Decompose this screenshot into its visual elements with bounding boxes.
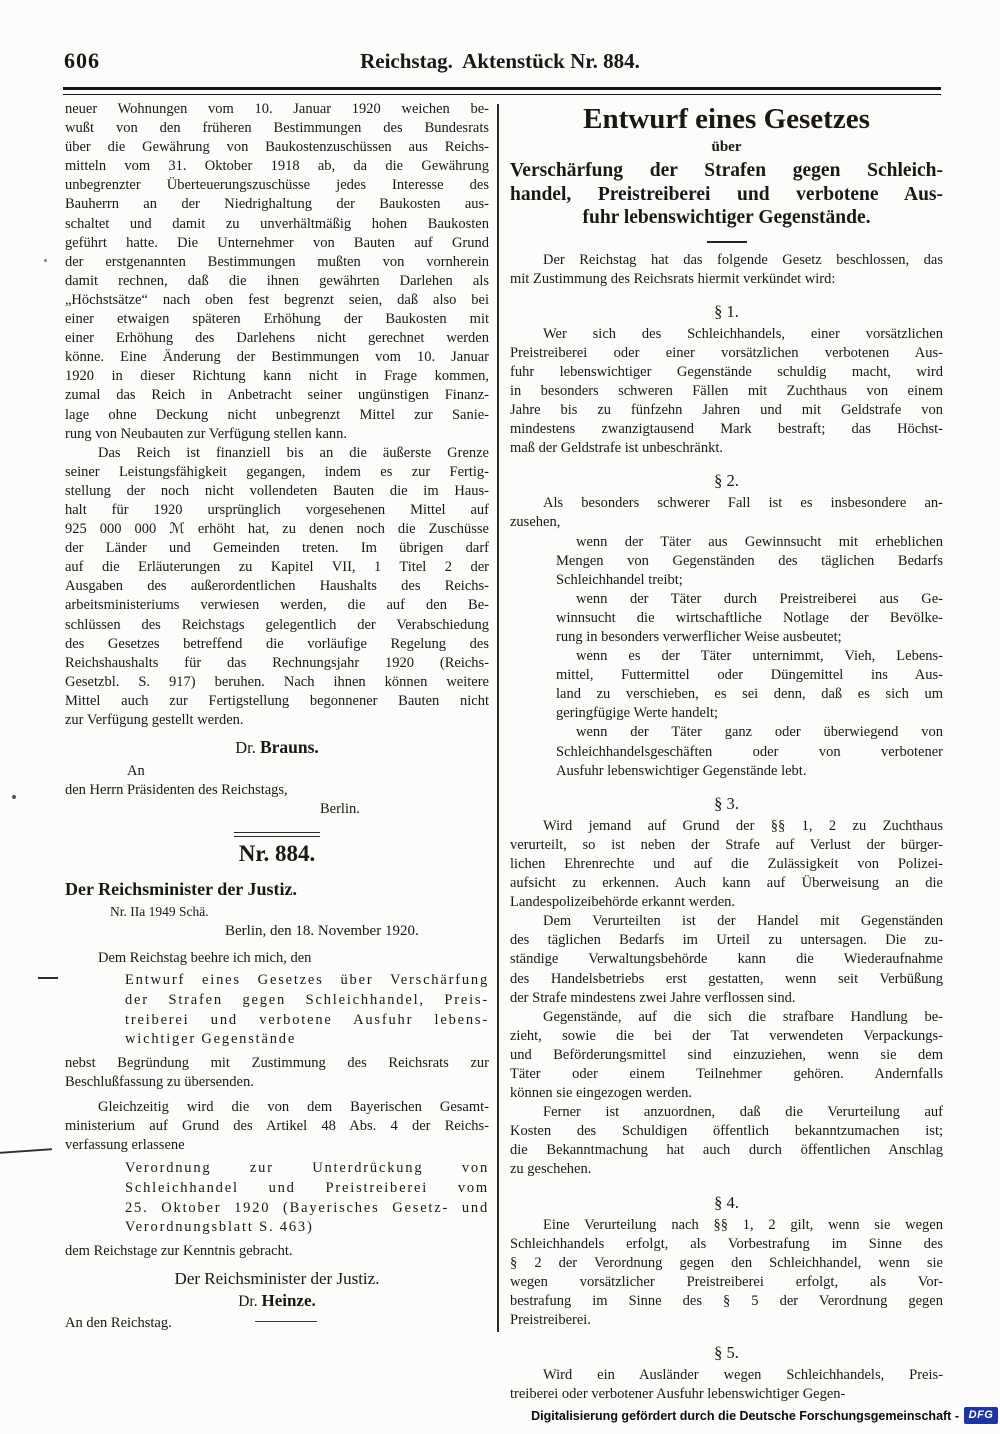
text-line: Gleichzeitig wird die von dem Bayerischen Gesamt- (98, 1099, 489, 1116)
text-line: lage ohne Deckung nicht unbegrenzt Mittel zur Sanie- (65, 406, 489, 423)
text-line: zur Verfügung gestellt werden. (65, 712, 244, 728)
text-line: land zu verschieben, es sei denn, daß es sich um (556, 686, 943, 703)
text-line: rung von Neubauten zur Verfügung stellen kann. (65, 425, 348, 442)
margin-mark (38, 977, 58, 979)
paragraph (510, 912, 943, 1007)
text-line: rung in besonders verwerflicher Weise ausbeutet; (556, 629, 842, 645)
signature-brauns (65, 737, 489, 758)
paragraph (510, 817, 943, 912)
text-line: Beschlußfassung zu übersenden. (65, 1073, 254, 1090)
text-line: ministerium auf Grund des Artikel 48 Abs. 4 der Reichs- (65, 1118, 489, 1135)
signature-prefix: Dr. (238, 1292, 262, 1310)
signature-name: Brauns. (259, 737, 319, 758)
text-line: 25. Oktober 1920 (Bayerisches Gesetz- und (125, 1199, 489, 1216)
address-reichstag: An den Reichstag. (65, 1314, 172, 1331)
text-line: zieht, sowie die bei der Tat verwendeten Verpackungs- (510, 1027, 943, 1044)
address-line: den Herrn Präsidenten des Reichstags, (65, 782, 288, 799)
text-line: seiner Leistungsfähigkeit gegangen, indem es zur Fertig- (65, 463, 489, 480)
text-line: mitteln vom 31. Oktober 1918 ab, da die Gewährung (65, 158, 489, 175)
text-line: schlüssen des Reichstags gelegentlich der Verabschiedung (65, 616, 489, 633)
text-line: Kosten des Schuldigen öffentlich bekanntzumachen ist; (510, 1123, 943, 1140)
margin-mark (0, 1148, 52, 1154)
text-line: Als besonders schwerer Fall ist es insbesondere an- (543, 495, 943, 512)
text-line: Wird jemand auf Grund der §§ 1, 2 zu Zuchthaus (543, 817, 943, 834)
text-line: auf die Erläuterungen zu Kapitel VII, 1 Titel 2 der (65, 559, 489, 576)
text-line: mittel, Futtermittel oder Düngemittel ins Aus- (556, 667, 943, 684)
text-line: Dem Verurteilten ist der Handel mit Gegenständen (543, 913, 943, 930)
text-line: verurteilt, so ist neben der Strafe auf Verlust der bürger- (510, 836, 943, 853)
dfg-logo: DFG (964, 1407, 998, 1424)
text-line: Jahre bis zu fünfzehn Jahren und mit Geldstrafe von (510, 402, 943, 419)
law-title-ueber: über (711, 139, 742, 155)
text-line: Preistreiberei. (510, 1312, 591, 1328)
quoted-title-block (65, 1159, 489, 1237)
footer-text: Digitalisierung gefördert durch die Deutsche Forschungsgemeinschaft - (531, 1408, 959, 1423)
list-item (510, 590, 943, 647)
text-line: ständige Verwaltungsbehörde kann die Wiederaufnahme (510, 951, 943, 968)
page-title: Reichstag. Aktenstück Nr. 884. (360, 49, 640, 73)
text-line: zumal das Reich in Anbetracht seiner ungünstigen Finanz- (65, 387, 489, 404)
paragraph (510, 1008, 943, 1103)
digitization-footer (531, 1407, 998, 1424)
text-line: Verordnung zur Unterdrückung von (125, 1160, 489, 1177)
text-line: der Strafen gegen Schleichhandel, Preis- (125, 992, 489, 1009)
text-line: wenn der Täter ganz oder überwiegend von (576, 724, 943, 741)
text-line: Ausfuhr lebenswichtiger Gegenstände lebt. (556, 762, 807, 779)
law-title: Entwurf eines Gesetzes (583, 103, 870, 135)
text-line: zu geschehen. (510, 1161, 592, 1178)
text-line: wichtiger Gegenstände (125, 1031, 297, 1048)
paragraph (510, 1366, 943, 1404)
paragraph (65, 444, 489, 730)
text-line: mit Zustimmung des Reichsrats hiermit verkündet wird: (510, 270, 836, 287)
text-line: verfassung erlassene (65, 1137, 185, 1154)
paragraph (510, 1103, 943, 1179)
paragraph (510, 325, 943, 459)
text-line: der erstgenannten Bestimmungen mußten von vornherein (65, 253, 489, 270)
text-line: wenn der Täter aus Gewinnsucht mit erheblichen (576, 533, 943, 550)
text-line: Wer sich des Schleichhandels, einer vorsätzlichen (543, 325, 943, 342)
text-line: treiberei und verbotene Ausfuhr lebens- (125, 1011, 489, 1028)
file-reference: Nr. IIa 1949 Schä. (110, 904, 209, 920)
text-line: und Beförderungsmittel sind einzuziehen, wenn sie dem (510, 1046, 943, 1063)
text-line: Mittel auch zur Fertigstellung begonnener Bauten nicht (65, 692, 489, 709)
text-line: des täglichen Bedarfs im Urteil zu untersagen. Die zu- (510, 932, 943, 949)
paragraph (510, 251, 943, 289)
list-item (510, 723, 943, 780)
text-line: neuer Wohnungen vom 10. Januar 1920 weichen be- (65, 101, 489, 117)
text-line: Landespolizeibehörde erkannt werden. (510, 894, 736, 911)
address-city: Berlin. (320, 801, 360, 818)
margin-mark (44, 259, 47, 262)
document-number-heading: Nr. 884. (238, 841, 316, 867)
signature-heinze (65, 1291, 489, 1311)
text-line: fuhr lebenswichtiger Gegenstände. (582, 207, 871, 228)
text-line: Gesetzbl. S. 917) beruhen. Nach ihnen können weitere (65, 673, 489, 690)
text-line: „Höchstsätze“ nach oben fest begrenzt seien, daß also bei (65, 291, 489, 308)
text-line: Das Reich ist finanziell bis an die äußerste Grenze (98, 444, 489, 461)
text-line: fuhr lebenswichtiger Gegenstände schuldig macht, wird (510, 363, 943, 380)
text-line: Täter oder einem Teilnehmer gehören. Andernfalls (510, 1065, 943, 1082)
text-line: unbegrenzter Überteuerungszuschüsse jedes Interesse des (65, 177, 489, 194)
text-line: Gegenstände, auf die sich die strafbare Handlung be- (543, 1008, 943, 1025)
dateline: Berlin, den 18. November 1920. (225, 923, 419, 940)
paragraph (510, 1216, 943, 1331)
paragraph (65, 1098, 489, 1155)
section-heading-3: § 3. (714, 793, 739, 813)
section-heading-1: § 1. (714, 301, 739, 321)
text-line: Der Reichstag hat das folgende Gesetz beschlossen, das (543, 251, 943, 268)
text-line: Eine Verurteilung nach §§ 1, 2 gilt, wenn sie wegen (543, 1216, 943, 1233)
text-line: nebst Begründung mit Zustimmung des Reichsrats zur (65, 1054, 489, 1071)
section-rule (234, 832, 320, 837)
text-line: mindestens zwanzigtausend Mark bestraft; das Höchst- (510, 421, 943, 438)
closing-heading: Der Reichsminister der Justiz. (174, 1268, 380, 1288)
text-line: winnsucht die wirtschaftliche Notlage der Bevölke- (556, 609, 943, 626)
text-line: wußt von den früheren Bestimmungen des Bundesrats (65, 120, 489, 137)
page-number: 606 (64, 48, 100, 73)
text-line: Ferner ist anzuordnen, daß die Verurteilung auf (543, 1104, 943, 1121)
quoted-title-block (65, 971, 489, 1049)
signature-name: Heinze. (261, 1290, 316, 1310)
text-line: aufsicht zu erkennen. Auch kann auf Überweisung an die (510, 875, 943, 892)
text-line: einer etwaigen späteren Erhöhung der Baukosten mit (65, 311, 489, 328)
header-double-rule (63, 87, 941, 95)
text-line: damit rechnen, daß die ihnen gewährten Darlehen als (65, 272, 489, 289)
text-line: wegen vorsätzlicher Preistreiberei erfolgt, als Vor- (510, 1273, 943, 1290)
text-line: Preistreiberei oder einer vorsätzlichen verbotenen Aus- (510, 344, 943, 361)
title-rule (707, 241, 747, 243)
text-line: der Strafe mindestens zwei Jahre verflossen sind. (510, 989, 796, 1006)
text-line: schaltet und damit zu unverhältmäßig hohen Baukosten (65, 215, 489, 232)
text-line: des Handelsbetriebs erst gestatten, wenn seit Verbüßung (510, 970, 943, 987)
text-line: Mengen von Gegenständen des täglichen Bedarfs (556, 552, 943, 569)
text-line: stellung der noch nicht vollendeten Bauten die im Haus- (65, 482, 489, 499)
text-line: Bauherrn an der Niedrighaltung der Baukosten aus- (65, 196, 489, 213)
intro-line: Dem Reichstag beehre ich mich, den (98, 950, 312, 967)
left-column (65, 100, 489, 1331)
margin-mark (12, 795, 16, 799)
address-salutation: An (127, 763, 145, 780)
list-item (510, 647, 943, 723)
right-column (510, 100, 943, 1404)
text-line: Schleichhandel treibt; (556, 571, 683, 588)
text-line: Wird ein Ausländer wegen Schleichhandels, Preis- (543, 1367, 943, 1384)
text-line: Schleichhandel und Preistreiberei vom (125, 1179, 489, 1196)
text-line: über die Gewährung von Baukostenzuschüssen aus Reichs- (65, 139, 489, 156)
text-line: einer Erhöhung des Darlehens nicht gerechnet werden (65, 330, 489, 347)
text-line: geführt hatte. Die Unternehmer von Bauten auf Grund (65, 234, 489, 251)
text-line: könne. Eine Änderung der Bestimmungen vom 10. Januar (65, 349, 489, 366)
text-line: geringfügige Werte handelt; (556, 705, 719, 722)
text-line: Verschärfung der Strafen gegen Schleich- (510, 160, 943, 181)
text-line: wenn der Täter durch Preistreiberei aus Ge- (576, 590, 943, 607)
text-line: Schleichhandels erfolgt, als Vorbestrafung im Sinne des (510, 1235, 943, 1252)
closing-line: dem Reichstage zur Kenntnis gebracht. (65, 1242, 293, 1259)
text-line: die Bekanntmachung hat auch durch öffentlichen Anschlag (510, 1142, 943, 1159)
text-line: Schleichhandelsgeschäften oder von verbotener (556, 743, 943, 760)
text-line: zusehen, (510, 514, 561, 531)
minister-heading: Der Reichsminister der Justiz. (65, 879, 297, 900)
paragraph (65, 100, 489, 444)
list-item (510, 533, 943, 590)
text-line: wenn es der Täter unternimmt, Vieh, Lebens- (576, 648, 943, 665)
text-line: 1920 in dieser Richtung kann nicht in Frage kommen, (65, 368, 489, 385)
text-line: lichen Ehrenrechte und auf die Zulässigkeit von Polizei- (510, 855, 943, 872)
text-line: Reichshaushalts für das Rechnungsjahr 1920 (Reichs- (65, 654, 489, 671)
text-line: bestrafung im Sinne des § 5 der Verordnung gegen (510, 1292, 943, 1309)
text-line: handel, Preistreiberei und verbotene Aus- (510, 183, 943, 205)
end-rule (255, 1321, 317, 1322)
text-line: treiberei oder verbotener Ausfuhr lebenswichtiger Gegen- (510, 1386, 846, 1403)
signature-prefix: Dr. (235, 738, 260, 758)
section-heading-4: § 4. (714, 1192, 739, 1212)
text-line: Ausgaben des außerordentlichen Haushalts des Reichs- (65, 578, 489, 595)
text-line: arbeitsministeriums verwiesen werden, die auf den Be- (65, 597, 489, 614)
text-line: § 2 der Verordnung gegen den Schleichhandel, wenn sie (510, 1254, 943, 1271)
text-line: der Länder und Gemeinden treten. Im übrigen darf (65, 540, 489, 557)
text-line: können sie eingezogen werden. (510, 1085, 692, 1102)
text-line: halt für 1920 ursprünglich vorgesehenen Mittel auf (65, 501, 489, 518)
section-heading-5: § 5. (714, 1343, 739, 1363)
law-subtitle (510, 159, 943, 230)
column-divider (497, 104, 499, 1332)
text-line: in besonders schweren Fällen mit Zuchthaus von einem (510, 382, 943, 399)
text-line: Entwurf eines Gesetzes über Verschärfung (125, 972, 489, 989)
text-line: maß der Geldstrafe ist unbeschränkt. (510, 440, 723, 457)
section-heading-2: § 2. (714, 471, 739, 491)
text-line: 925 000 000 ℳ erhöht hat, zu denen noch die Zuschüsse (65, 521, 489, 538)
text-line: Verordnungsblatt S. 463) (125, 1219, 314, 1236)
paragraph (510, 494, 943, 532)
paragraph (65, 1054, 489, 1092)
text-line: des Gesetzes betreffend die vorläufige Regelung des (65, 635, 489, 652)
